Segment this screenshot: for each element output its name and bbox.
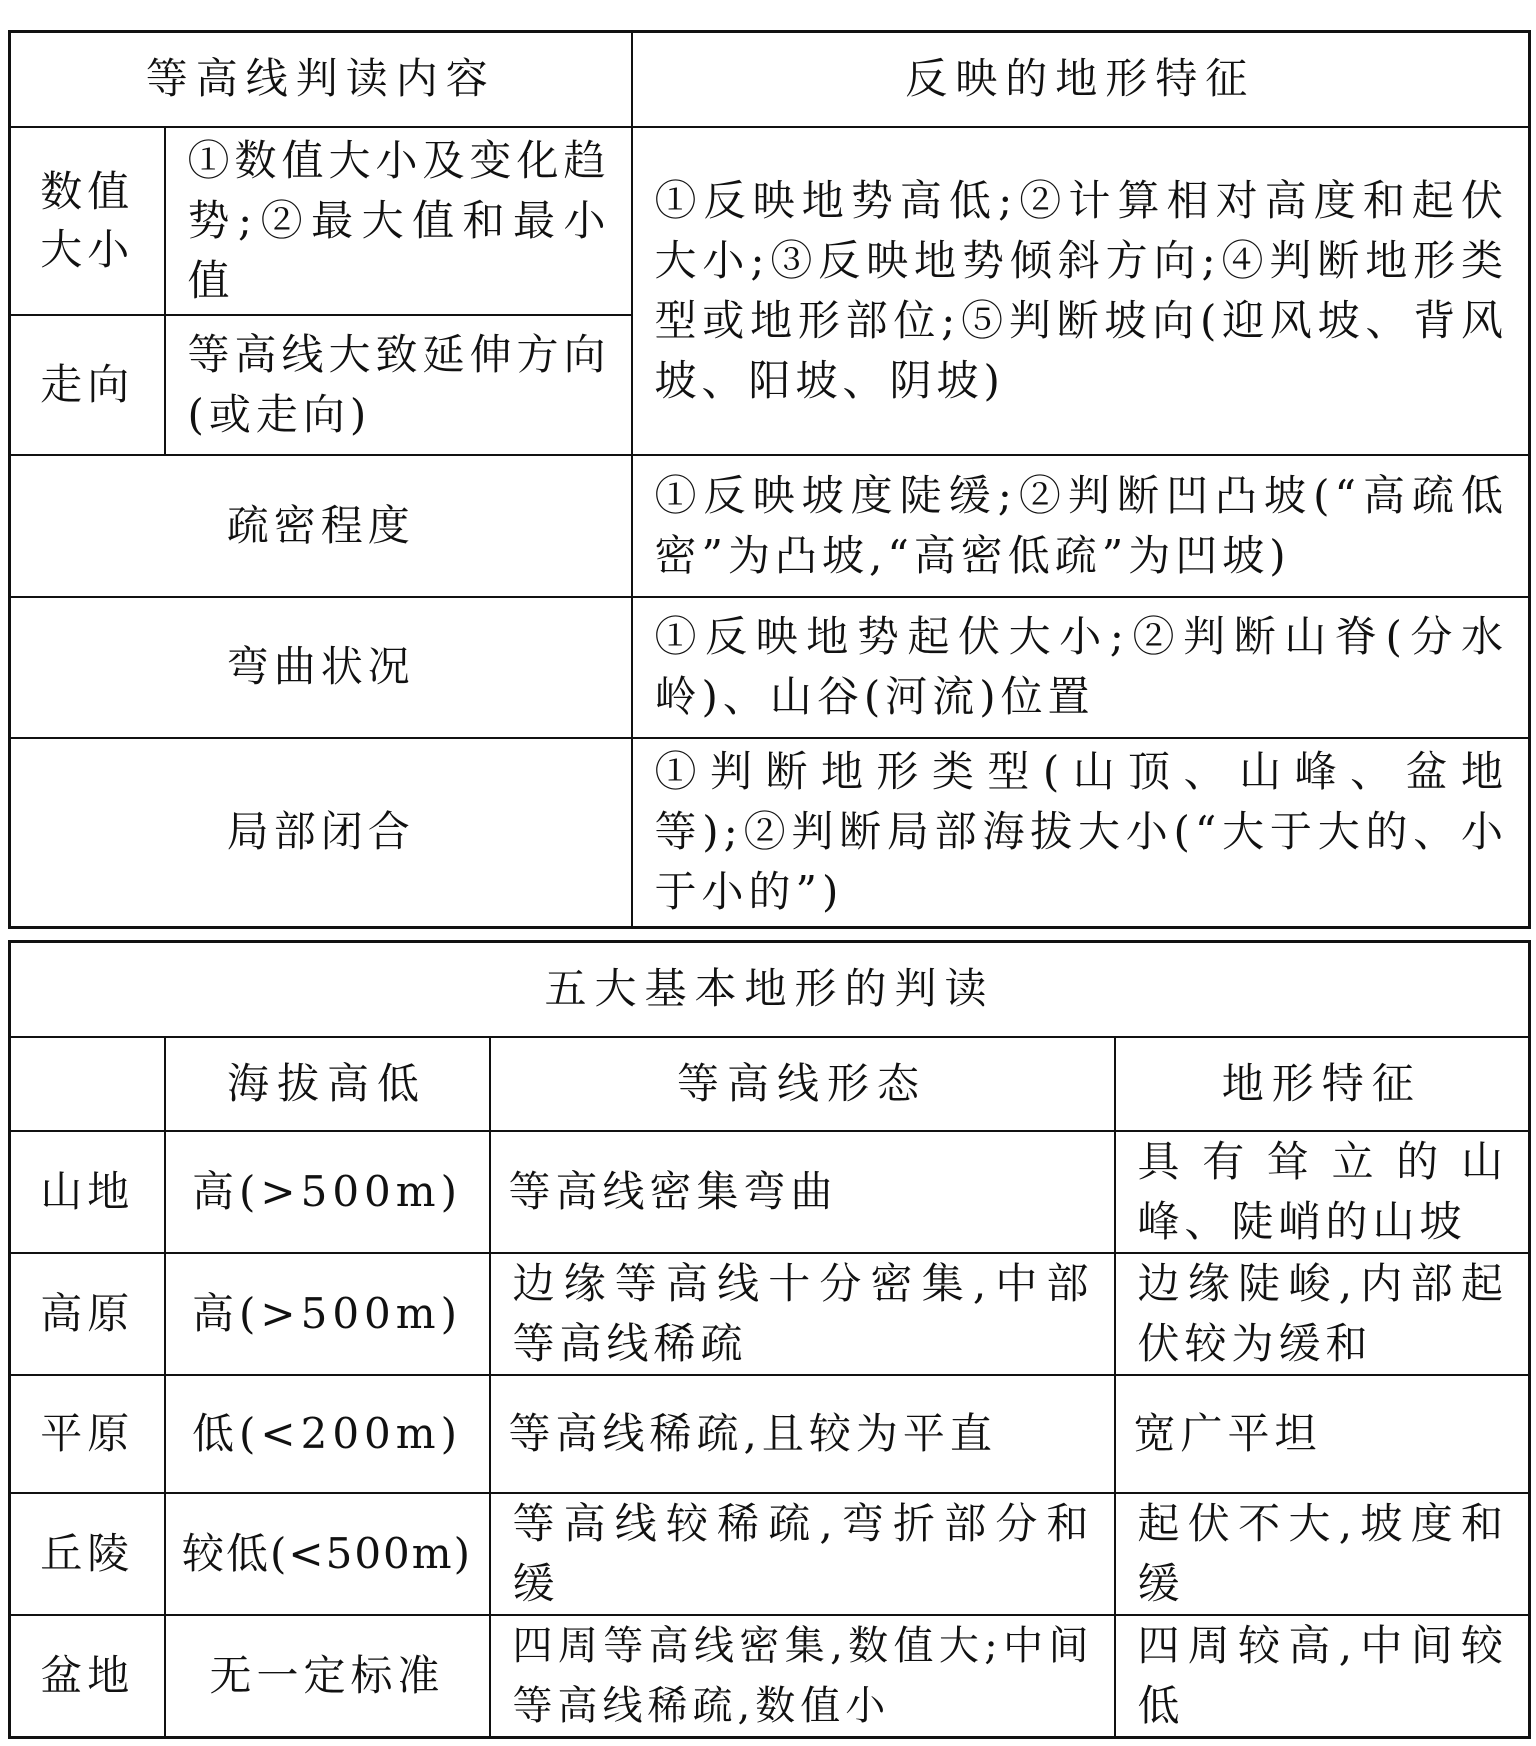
- terrain-plain: 平原: [10, 1375, 165, 1493]
- content-direction: 等高线大致延伸方向(或走向): [165, 315, 632, 455]
- label-bending: 弯曲状况: [10, 597, 632, 738]
- altitude-hills: 较低(<500m): [165, 1493, 490, 1615]
- altitude-plateau: 高(>500m): [165, 1253, 490, 1375]
- contour-hills: 等高线较稀疏,弯折部分和缓: [490, 1493, 1115, 1615]
- terrain-plateau: 高原: [10, 1253, 165, 1375]
- terrain-types-table: [8, 940, 1531, 1739]
- terrain-mountain: 山地: [10, 1131, 165, 1253]
- header-blank: [10, 1037, 165, 1131]
- category-direction: 走向: [10, 315, 165, 455]
- header-feature: 地形特征: [1115, 1037, 1530, 1131]
- label-density: 疏密程度: [10, 455, 632, 597]
- contour-plain: 等高线稀疏,且较为平直: [490, 1375, 1115, 1493]
- table2-title: 五大基本地形的判读: [10, 942, 1530, 1037]
- feature-hills: 起伏不大,坡度和缓: [1115, 1493, 1530, 1615]
- contour-plateau: 边缘等高线十分密集,中部等高线稀疏: [490, 1253, 1115, 1375]
- feature-bending: ①反映地势起伏大小;②判断山脊(分水岭)、山谷(河流)位置: [632, 597, 1530, 738]
- header-altitude: 海拔高低: [165, 1037, 490, 1131]
- label-closure: 局部闭合: [10, 738, 632, 928]
- header-contour: 等高线形态: [490, 1037, 1115, 1131]
- contour-mountain: 等高线密集弯曲: [490, 1131, 1115, 1253]
- feature-plateau: 边缘陡峻,内部起伏较为缓和: [1115, 1253, 1530, 1375]
- altitude-plain: 低(<200m): [165, 1375, 490, 1493]
- terrain-basin: 盆地: [10, 1615, 165, 1738]
- contour-reading-table: [8, 30, 1531, 929]
- category-value: 数值大小: [10, 127, 165, 315]
- feature-closure: ①判断地形类型(山顶、山峰、盆地等);②判断局部海拔大小(“大于大的、小于小的”): [632, 738, 1530, 928]
- header-reading-content: 等高线判读内容: [10, 32, 632, 127]
- feature-plain: 宽广平坦: [1115, 1375, 1530, 1493]
- feature-basin: 四周较高,中间较低: [1115, 1615, 1530, 1738]
- altitude-basin: 无一定标准: [165, 1615, 490, 1738]
- feature-mountain: 具有耸立的山峰、陡峭的山坡: [1115, 1131, 1530, 1253]
- content-value: ①数值大小及变化趋势;②最大值和最小值: [165, 127, 632, 315]
- shared-feature: ①反映地势高低;②计算相对高度和起伏大小;③反映地势倾斜方向;④判断地形类型或地形部位;⑤判断坡向(迎风坡、背风坡、阳坡、阴坡): [632, 127, 1530, 455]
- header-terrain-feature: 反映的地形特征: [632, 32, 1530, 127]
- feature-density: ①反映坡度陡缓;②判断凹凸坡(“高疏低密”为凸坡,“高密低疏”为凹坡): [632, 455, 1530, 597]
- terrain-hills: 丘陵: [10, 1493, 165, 1615]
- altitude-mountain: 高(>500m): [165, 1131, 490, 1253]
- contour-basin: 四周等高线密集,数值大;中间等高线稀疏,数值小: [490, 1615, 1115, 1738]
